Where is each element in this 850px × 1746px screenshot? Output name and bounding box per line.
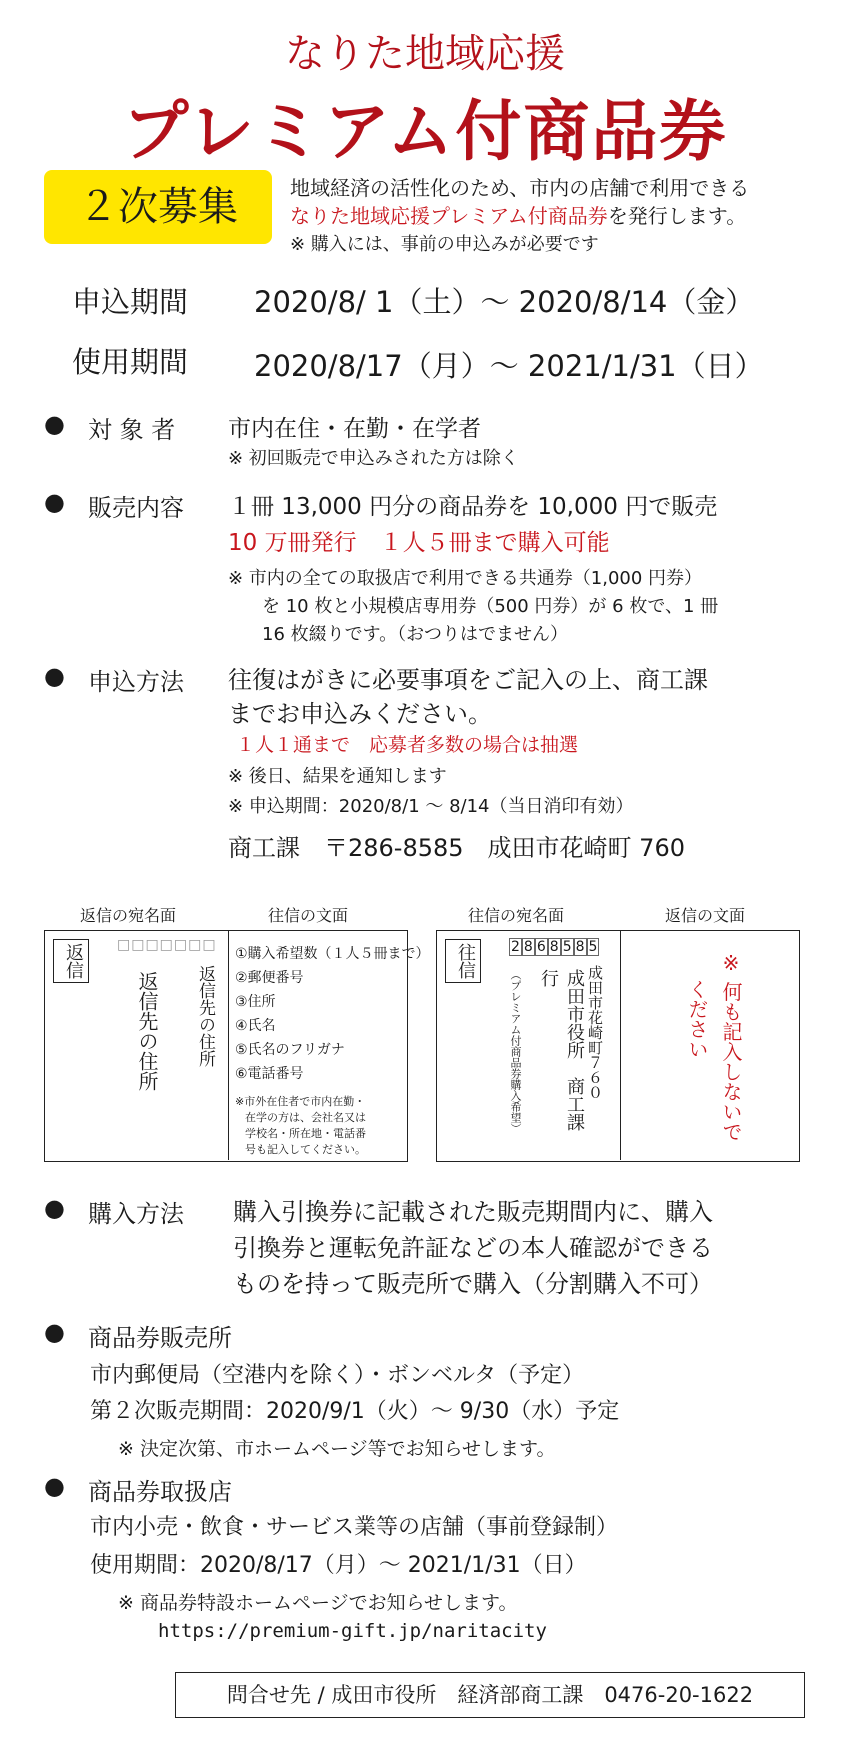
outgoing-text-head: 往信の文面 <box>268 906 349 925</box>
use-period-label: 使用期間 <box>72 345 189 379</box>
reply-address-line1: 返信先の住所 <box>195 965 215 1067</box>
postcard-divider <box>228 930 229 1160</box>
zip-digit: 5 <box>562 939 572 955</box>
bullet-icon: ● <box>44 662 65 690</box>
outgoing-tag: 往信 <box>445 939 481 983</box>
bullet-icon: ● <box>44 488 65 516</box>
target-value: 市内在住・在勤・在学者 <box>228 416 481 442</box>
title-line2: プレミアム付商品券 <box>122 92 728 170</box>
zip-boxes: □□□□□□□ <box>117 937 217 953</box>
title-line1: なりた地域応援 <box>285 31 565 77</box>
form-item: ⑥電話番号 <box>235 1066 304 1082</box>
destination-address: 成田市花崎町７６０ <box>586 965 604 1100</box>
zip-digit: 2 <box>511 939 520 955</box>
form-item: ①購入希望数（１人５冊まで） <box>235 946 430 962</box>
target-note: ※ 初回販売で申込みされた方は除く <box>228 448 519 469</box>
bullet-icon: ● <box>44 410 65 438</box>
form-note: ※市外在住者で市内在勤・ <box>235 1095 366 1108</box>
purchase-line3: ものを持って販売所で購入（分割購入不可） <box>233 1270 713 1298</box>
handling-note: ※ 商品券特設ホームページでお知らせします。 <box>118 1592 518 1614</box>
postcard-right <box>436 930 800 1162</box>
zip-digit: 5 <box>588 939 598 955</box>
content-label: 販売内容 <box>88 494 184 522</box>
zip-digit: 8 <box>575 939 585 955</box>
zip-digit: 8 <box>549 939 559 955</box>
apply-highlight: １人１通まで 応募者多数の場合は抽選 <box>236 734 579 756</box>
zip-digit: 8 <box>523 939 533 955</box>
reply-address-line2: 返信先の住所 <box>135 971 159 1091</box>
reply-text-head: 返信の文面 <box>665 906 746 925</box>
form-note: 在学の方は、会社名又は <box>245 1111 366 1124</box>
purchase-line2: 引換券と運転免許証などの本人確認ができる <box>233 1234 713 1262</box>
intro-note: ※ 購入には、事前の申込みが必要です <box>290 234 599 255</box>
sales-note: ※ 決定次第、市ホームページ等でお知らせします。 <box>118 1438 556 1460</box>
content-note3: 16 枚綴りです。（おつりはでません） <box>262 624 569 645</box>
form-item: ⑤氏名のフリガナ <box>235 1042 345 1058</box>
reply-tag: 返信 <box>53 939 89 983</box>
content-note1: ※ 市内の全ての取扱店で利用できる共通券（1,000 円券） <box>228 568 703 589</box>
intro-line2-rest: を発行します。 <box>607 204 747 228</box>
form-note: 学校名・所在地・電話番 <box>245 1127 366 1140</box>
destination-note: （プレミアム付商品券購入希望） <box>509 969 522 1134</box>
content-note2: を 10 枚と小規模店専用券（500 円券）が 6 枚で、1 冊 <box>262 596 719 617</box>
sales-line2: 第２次販売期間：2020/9/1（火）～ 9/30（水）予定 <box>90 1399 620 1424</box>
postcard-divider <box>620 930 621 1160</box>
content-highlight: 10 万冊発行 １人５冊まで購入可能 <box>228 530 610 556</box>
handling-line2: 使用期間：2020/8/17（月）～ 2021/1/31（日） <box>90 1553 587 1578</box>
handling-url[interactable]: https://premium-gift.jp/naritacity <box>158 1620 547 1642</box>
blank-instruction-2: ください <box>685 979 709 1059</box>
purchase-line1: 購入引換券に記載された販売期間内に、購入 <box>233 1198 713 1226</box>
purchase-label: 購入方法 <box>88 1200 184 1228</box>
zip-digit: 6 <box>536 939 546 955</box>
intro-highlight: なりた地域応援プレミアム付商品券 <box>290 204 608 228</box>
outgoing-address-head: 往信の宛名面 <box>468 906 565 925</box>
form-item: ②郵便番号 <box>235 970 304 986</box>
apply-period-value: 2020/8/ 1（土）～ 2020/8/14（金） <box>254 285 755 319</box>
round-badge: ２次募集 <box>44 170 272 244</box>
apply-line1: 往復はがきに必要事項をご記入の上、商工課 <box>228 666 708 694</box>
blank-instruction-1: ※ 何も記入しないで <box>719 951 743 1142</box>
apply-line2: までお申込みください。 <box>228 700 492 728</box>
form-item: ③住所 <box>235 994 276 1010</box>
apply-period-label: 申込期間 <box>72 285 189 319</box>
form-item: ④氏名 <box>235 1018 276 1034</box>
content-value: １冊 13,000 円分の商品券を 10,000 円で販売 <box>228 494 718 520</box>
sales-label: 商品券販売所 <box>88 1324 232 1352</box>
reply-address-head: 返信の宛名面 <box>80 906 177 925</box>
use-period-value: 2020/8/17（月）～ 2021/1/31（日） <box>254 349 764 383</box>
zip-code <box>509 939 599 955</box>
intro-line1: 地域経済の活性化のため、市内の店舗で利用できる <box>290 176 750 200</box>
apply-address: 商工課 〒286-8585 成田市花崎町 760 <box>228 834 685 862</box>
handling-line1: 市内小売・飲食・サービス業等の店舗（事前登録制） <box>90 1515 619 1540</box>
apply-label: 申込方法 <box>88 668 184 696</box>
bullet-icon: ● <box>44 1318 65 1346</box>
destination-name: 成田市役所 商工課 行 <box>538 969 585 1149</box>
intro-line2 <box>290 200 746 229</box>
sales-line1: 市内郵便局（空港内を除く）・ボンベルタ（予定） <box>90 1363 585 1388</box>
apply-note2: ※ 申込期間：2020/8/1 ～ 8/14（当日消印有効） <box>228 796 634 817</box>
handling-label: 商品券取扱店 <box>88 1478 232 1506</box>
bullet-icon: ● <box>44 1472 65 1500</box>
form-note: 号も記入してください。 <box>245 1143 366 1156</box>
postcard-left <box>44 930 430 1162</box>
apply-note1: ※ 後日、結果を通知します <box>228 766 447 787</box>
target-label: 対 象 者 <box>88 416 176 444</box>
contact-box: 問合せ先 / 成田市役所 経済部商工課 0476-20-1622 <box>175 1672 805 1718</box>
bullet-icon: ● <box>44 1194 65 1222</box>
